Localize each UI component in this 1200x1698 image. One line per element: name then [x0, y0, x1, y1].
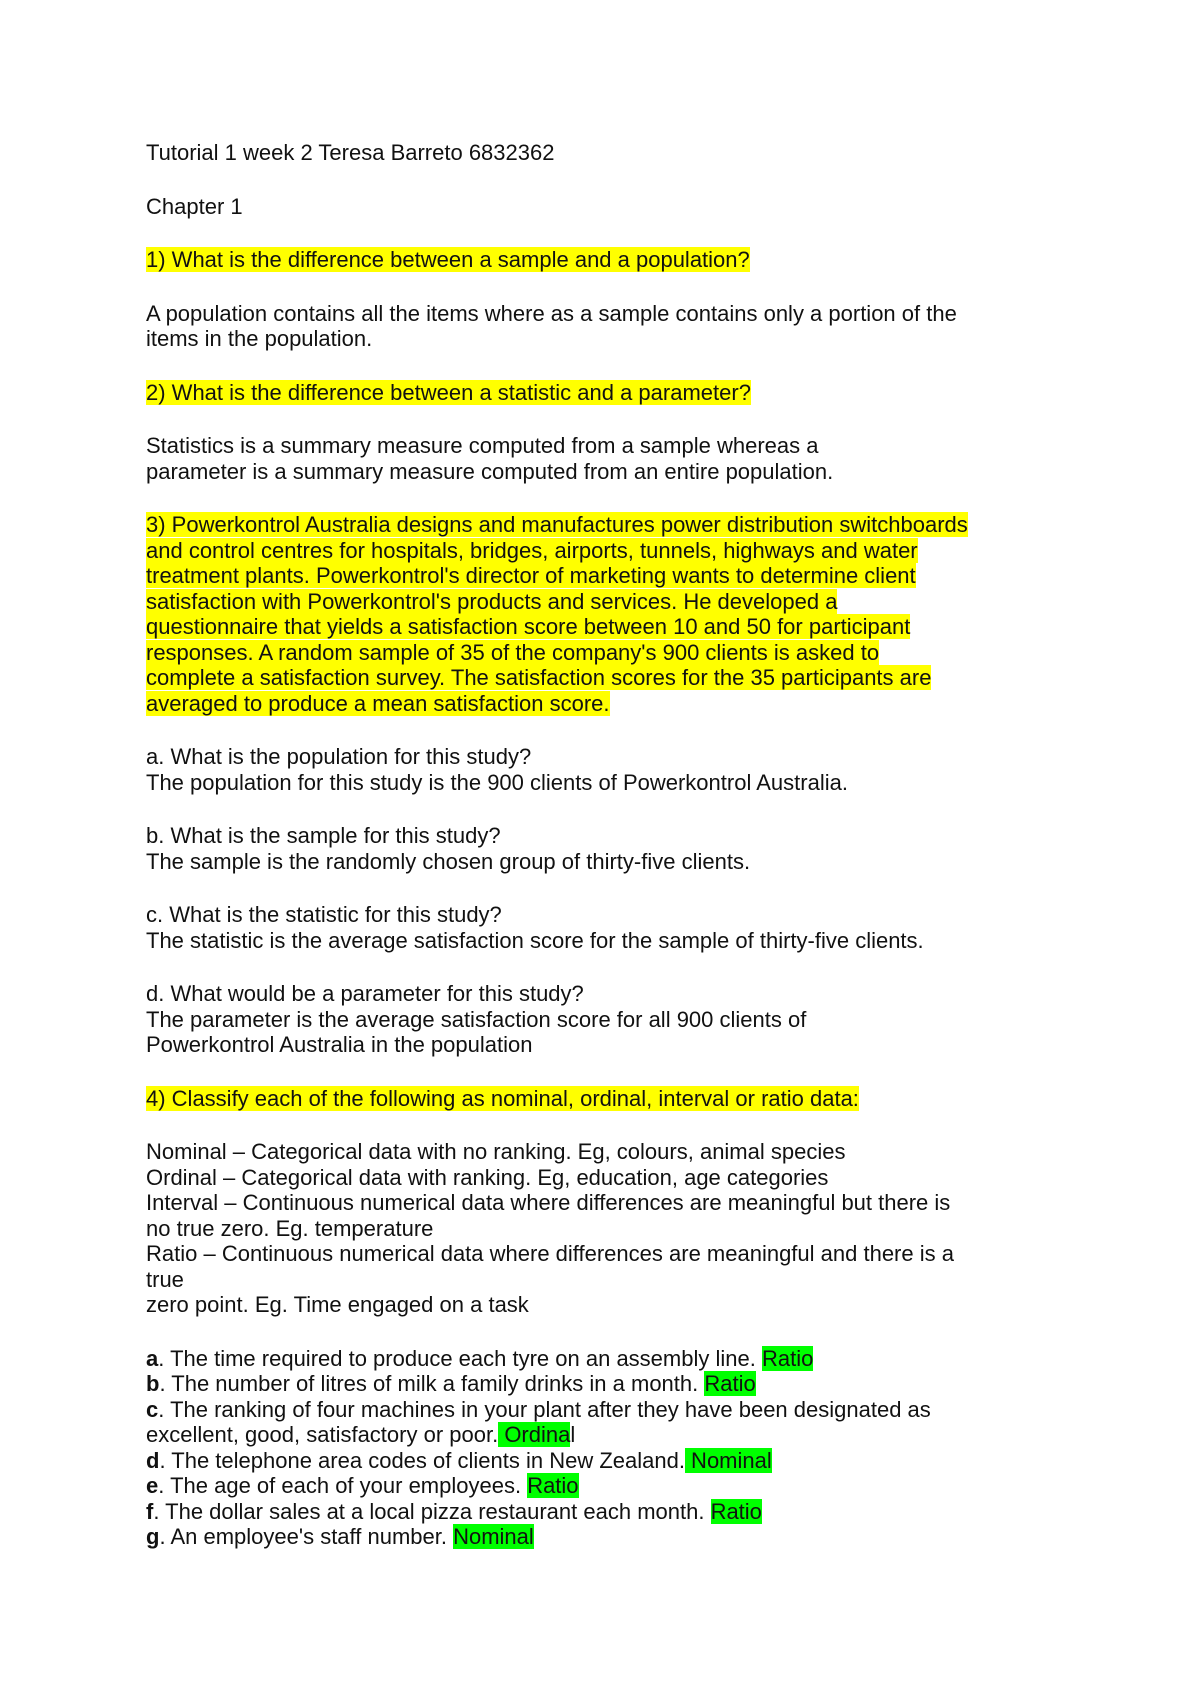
question-3	[146, 512, 1066, 716]
classification-item-d	[146, 1448, 1066, 1474]
item-text: . The time required to produce each tyre on an assembly line.	[158, 1345, 762, 1371]
item-answer: Nominal	[453, 1524, 534, 1549]
q3-part-c	[146, 902, 1066, 953]
item-text: . The age of each of your employees.	[158, 1473, 528, 1498]
item-answer: Ordina	[498, 1422, 571, 1447]
item-text: . The dollar sales at a local pizza restaurant each month.	[153, 1498, 711, 1524]
classification-item-e	[146, 1473, 1066, 1499]
sub-answer-text: Powerkontrol Australia in the population	[146, 1032, 533, 1057]
item-text: . The number of litres of milk a family drinks in a month.	[159, 1371, 705, 1396]
sub-question-text: d. What would be a parameter for this study?	[146, 981, 584, 1006]
classification-item-f	[146, 1499, 1066, 1525]
item-letter: g	[146, 1524, 160, 1549]
classification-item-a	[146, 1346, 1066, 1372]
answer-1	[146, 301, 1066, 352]
question-2	[146, 380, 1066, 406]
item-letter: e	[146, 1473, 159, 1498]
question-3-line: complete a satisfaction survey. The satisfaction scores for the 35 participants are	[146, 665, 932, 690]
classification-item-c	[146, 1397, 1066, 1423]
classification-item-c-cont	[146, 1422, 1066, 1448]
data-type-definitions	[146, 1139, 1066, 1318]
answer-2-line: parameter is a summary measure computed from an entire population.	[146, 458, 834, 484]
question-3-line: treatment plants. Powerkontrol's director of marketing wants to determine client	[146, 563, 916, 588]
classification-list	[146, 1346, 1066, 1550]
chapter-text: Chapter 1	[146, 193, 243, 219]
definition-line: no true zero. Eg. temperature	[146, 1215, 434, 1241]
item-letter: c	[146, 1396, 159, 1422]
sub-question-text: a. What is the population for this study?	[146, 744, 532, 769]
answer-2	[146, 433, 1066, 484]
item-answer: Ratio	[710, 1498, 762, 1524]
question-1	[146, 247, 1066, 273]
item-letter: f	[146, 1498, 154, 1524]
sub-answer-text: The parameter is the average satisfaction score for all 900 clients of	[146, 1006, 807, 1032]
question-4-text: 4) Classify each of the following as nominal, ordinal, interval or ratio data:	[146, 1085, 859, 1111]
definition-line: Ratio – Continuous numerical data where differences are meaningful and there is a	[146, 1241, 954, 1266]
sub-answer-text: The sample is the randomly chosen group of thirty-five clients.	[146, 848, 751, 874]
classification-item-g	[146, 1524, 1066, 1550]
item-letter: d	[146, 1447, 160, 1473]
sub-question-text: c. What is the statistic for this study?	[146, 902, 502, 927]
item-letter: b	[146, 1371, 160, 1396]
document-title	[146, 140, 1066, 166]
question-3-line: satisfaction with Powerkontrol's products and services. He developed a	[146, 588, 838, 614]
chapter-heading	[146, 194, 1066, 220]
answer-1-line: items in the population.	[146, 326, 373, 351]
item-text: . The ranking of four machines in your plant after they have been designated as	[158, 1396, 931, 1422]
question-1-text: 1) What is the difference between a sample and a population?	[146, 247, 750, 272]
question-2-text: 2) What is the difference between a statistic and a parameter?	[146, 379, 751, 405]
q3-part-d	[146, 981, 1066, 1058]
item-answer: Ratio	[527, 1473, 579, 1498]
item-letter: a	[146, 1345, 159, 1371]
question-3-line: 3) Powerkontrol Australia designs and manufactures power distribution switchboards	[146, 512, 968, 537]
sub-answer-text: The statistic is the average satisfaction score for the sample of thirty-five clients.	[146, 927, 924, 953]
item-answer: Ratio	[704, 1371, 756, 1396]
answer-1-line: A population contains all the items where as a sample contains only a portion of the	[146, 300, 957, 326]
definition-line: true	[146, 1266, 184, 1292]
item-text: . An employee's staff number.	[159, 1524, 454, 1549]
sub-question-text: b. What is the sample for this study?	[146, 823, 501, 848]
item-text: excellent, good, satisfactory or poor.	[146, 1422, 499, 1447]
document-body	[146, 140, 1066, 1550]
classification-item-b	[146, 1371, 1066, 1397]
q3-part-b	[146, 823, 1066, 874]
answer-2-line: Statistics is a summary measure computed from a sample whereas a	[146, 433, 819, 458]
item-answer-tail: l	[570, 1422, 576, 1447]
item-text: . The telephone area codes of clients in New Zealand.	[159, 1447, 685, 1473]
title-text: Tutorial 1 week 2 Teresa Barreto 6832362	[146, 140, 555, 165]
question-3-line: averaged to produce a mean satisfaction score.	[146, 690, 610, 716]
item-answer: Ratio	[761, 1345, 814, 1371]
definition-line: zero point. Eg. Time engaged on a task	[146, 1292, 529, 1317]
question-3-line: responses. A random sample of 35 of the company's 900 clients is asked to	[146, 639, 880, 665]
definition-line: Nominal – Categorical data with no ranking. Eg, colours, animal species	[146, 1139, 846, 1164]
q3-part-a	[146, 744, 1066, 795]
question-3-line: and control centres for hospitals, bridges, airports, tunnels, highways and water	[146, 537, 918, 563]
definition-line: Interval – Continuous numerical data where differences are meaningful but there is	[146, 1190, 951, 1215]
sub-answer-text: The population for this study is the 900 clients of Powerkontrol Australia.	[146, 769, 848, 795]
item-answer: Nominal	[684, 1447, 772, 1473]
question-3-line: questionnaire that yields a satisfaction score between 10 and 50 for participant	[146, 614, 911, 639]
definition-line: Ordinal – Categorical data with ranking. Eg, education, age categories	[146, 1164, 829, 1190]
question-4	[146, 1086, 1066, 1112]
